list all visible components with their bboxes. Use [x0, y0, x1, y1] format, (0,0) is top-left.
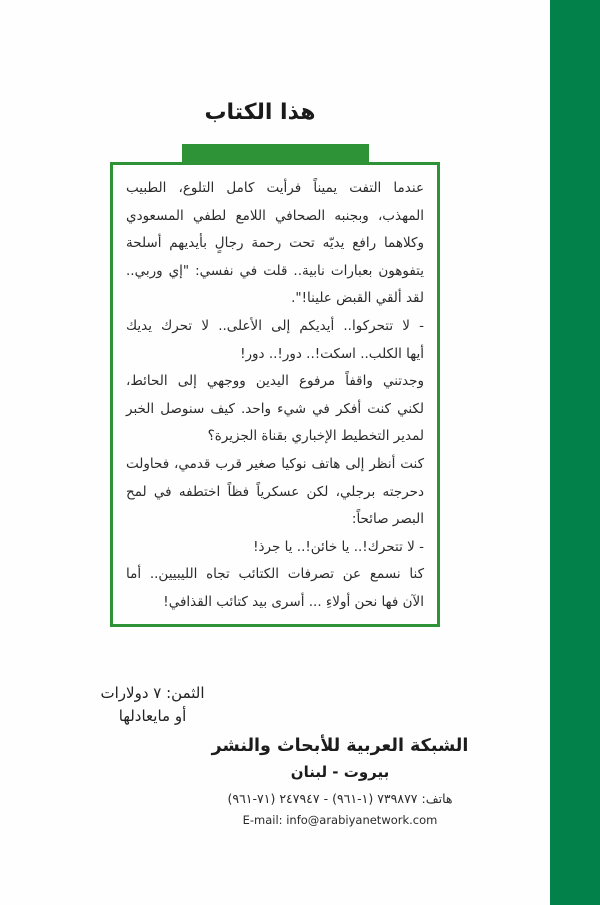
publisher-email: E-mail: info@arabiyanetwork.com [242, 813, 438, 827]
page-title: هذا الكتاب [204, 100, 316, 125]
synopsis-line: - لا تتحرك!.. يا خائن!.. يا جرذ! [253, 538, 424, 555]
synopsis-line: المهذب، وبجنبه الصحافي اللامع لطفي المسعودي [126, 207, 424, 224]
synopsis-line: يتفوهون بعبارات نابية.. قلت في نفسي: "إي وربي.. [126, 262, 424, 279]
publisher-name: الشبكة العربية للأبحاث والنشر [211, 736, 469, 756]
synopsis-line: وجدتني واقفاً مرفوع اليدين ووجهي إلى الحائط، [126, 373, 424, 390]
synopsis-line: عندما التفت يميناً فرأيت كامل التلوع، الطبيب [126, 180, 424, 196]
synopsis-line: لمدير التخطيط الإخباري بقناة الجزيرة؟ [207, 428, 424, 445]
synopsis-box [110, 162, 440, 627]
title-accent-tab [182, 144, 369, 164]
spine-green-band [550, 0, 600, 905]
synopsis-line: الآن فها نحن أولاءِ ... أسرى بيد كتائب القذافي! [163, 593, 424, 610]
synopsis-line: كنت أنظر إلى هاتف نوكيا صغير قرب قدمي، فحاولت [126, 455, 424, 472]
price-amount: الثمن: ٧ دولارات [100, 684, 205, 702]
publisher-block [180, 733, 500, 828]
synopsis-line: أيها الكلب.. اسكت!.. دور!.. دور! [240, 345, 424, 362]
synopsis-line: لقد ألقي القبض علينا!". [291, 290, 424, 307]
synopsis-line: - لا تتحركوا.. أيديكم إلى الأعلى.. لا تحرك يديك [126, 317, 424, 334]
synopsis-line: لكني كنت أفكر في شيء واحد. كيف سنوصل الخبر [126, 400, 424, 417]
publisher-city: بيروت - لبنان [290, 763, 390, 781]
synopsis-line: وكلاهما رافع يديّه تحت رحمة رجالٍ بأيديهم أسلحة [126, 235, 424, 252]
synopsis-line: دحرجته برجلي، لكن عسكرياً فظاً اختطفه في لمح [126, 483, 424, 500]
publisher-phone: هاتف: ٧٣٩٨٧٧ (١-٩٦١) - ٢٤٧٩٤٧ (٧١-٩٦١) [227, 791, 453, 806]
synopsis-line: كنا نسمع عن تصرفات الكتائب تجاه الليبيين.. أما [126, 566, 424, 583]
price-equivalent: أو مايعادلها [118, 707, 187, 725]
synopsis-line: البصر صائحاً: [351, 511, 424, 528]
price-block [95, 682, 210, 728]
